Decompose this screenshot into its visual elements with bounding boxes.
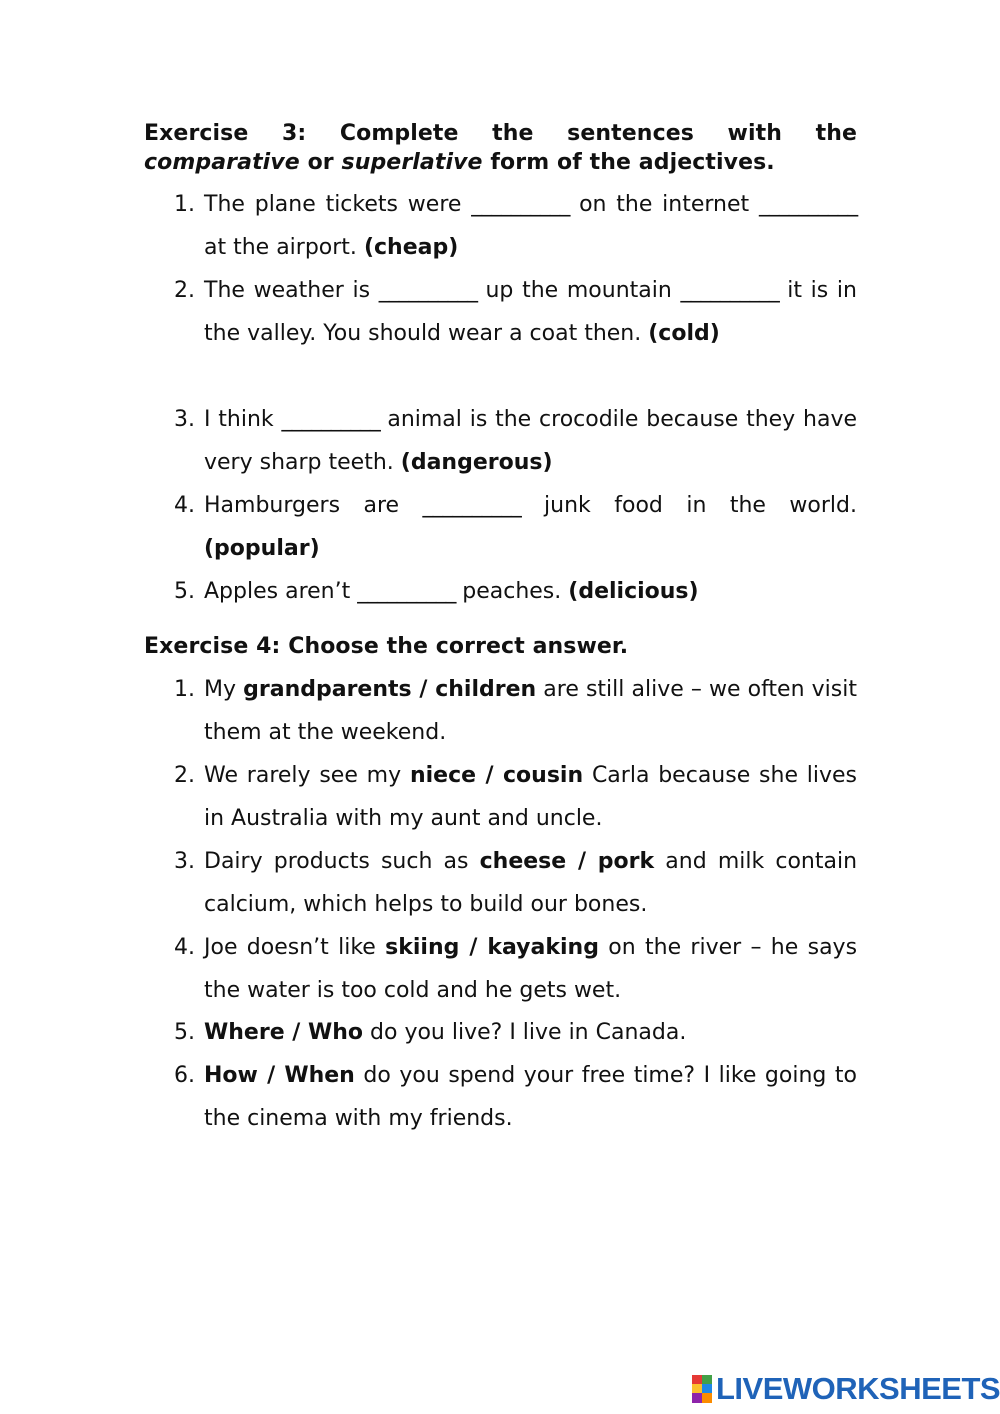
liveworksheets-logo [692, 1371, 1000, 1407]
liveworksheets-mark-icon [692, 1375, 712, 1403]
answer-choice[interactable]: cheese / pork [479, 849, 655, 874]
answer-blank[interactable]: __________ [422, 493, 521, 518]
exercise-3-heading-text: Exercise 3: Complete the sentences with the [144, 121, 857, 146]
answer-blank[interactable]: __________ [357, 579, 456, 604]
sentence-text: on the internet [579, 192, 750, 217]
sentence-text: do you live? I live in Canada. [370, 1020, 687, 1045]
comparative-term: comparative [144, 150, 300, 175]
item-number: 3. [174, 849, 195, 874]
answer-choice[interactable]: skiing / kayaking [385, 935, 599, 960]
exercise-3-heading-end: form of the adjectives. [490, 150, 775, 175]
sentence-text: Dairy products such as [204, 849, 469, 874]
item-number: 6. [174, 1063, 195, 1088]
superlative-term: superlative [341, 150, 483, 175]
sentence-text: up the mountain [485, 278, 672, 303]
sentence-text: Joe doesn’t like [204, 935, 376, 960]
exercise-3-heading [144, 119, 857, 177]
item-number: 4. [174, 493, 195, 518]
sentence-text: it is in the valley. You should wear a coat then. [204, 278, 857, 346]
answer-blank[interactable]: __________ [758, 192, 857, 217]
answer-choice[interactable]: How / When [204, 1063, 355, 1088]
adjective-hint: (popular) [204, 536, 320, 561]
adjective-hint: (delicious) [568, 579, 699, 604]
logo-text: LIVEWORKSHEETS [716, 1371, 1000, 1406]
sentence-text: I think [204, 407, 274, 432]
adjective-hint: (dangerous) [400, 450, 553, 475]
sentence-text: at the airport. [204, 235, 357, 260]
sentence-text: The weather is [204, 278, 371, 303]
sentence-text: on the river – he says the water is too cold and he gets wet. [204, 935, 858, 1003]
sentence-text: The plane tickets were [204, 192, 462, 217]
sentence-text: do you spend your free time? I like going to the cinema with my friends. [204, 1063, 857, 1131]
sentence-text: peaches. [462, 579, 562, 604]
item-number: 1. [174, 192, 195, 217]
answer-blank[interactable]: __________ [378, 278, 477, 303]
answer-blank[interactable]: __________ [680, 278, 779, 303]
sentence-text: We rarely see my [204, 763, 402, 788]
sentence-text: are still alive – we often visit them at the weekend. [204, 677, 857, 745]
sentence-text: Apples aren’t [204, 579, 351, 604]
item-number: 5. [174, 579, 195, 604]
exercise-4-heading: Exercise 4: Choose the correct answer. [144, 634, 629, 659]
item-number: 1. [174, 677, 195, 702]
sentence-text: junk food in the world. [544, 493, 857, 518]
sentence-text: and milk contain calcium, which helps to build our bones. [204, 849, 858, 917]
adjective-hint: (cold) [648, 321, 720, 346]
item-number: 2. [174, 763, 195, 788]
sentence-text: Hamburgers are [204, 493, 400, 518]
item-number: 5. [174, 1020, 195, 1045]
answer-choice[interactable]: niece / cousin [409, 763, 584, 788]
answer-blank[interactable]: __________ [471, 192, 570, 217]
adjective-hint: (cheap) [363, 235, 459, 260]
sentence-text: animal is the crocodile because they have very sharp teeth. [204, 407, 857, 475]
answer-choice[interactable]: Where / Who [204, 1020, 364, 1045]
item-number: 2. [174, 278, 195, 303]
sentence-text: My [204, 677, 237, 702]
item-number: 4. [174, 935, 195, 960]
sentence-text: Carla because she lives in Australia with my aunt and uncle. [204, 763, 858, 831]
item-number: 3. [174, 407, 195, 432]
answer-choice[interactable]: grandparents / children [243, 677, 537, 702]
heading-or: or [307, 150, 334, 175]
answer-blank[interactable]: __________ [281, 407, 380, 432]
